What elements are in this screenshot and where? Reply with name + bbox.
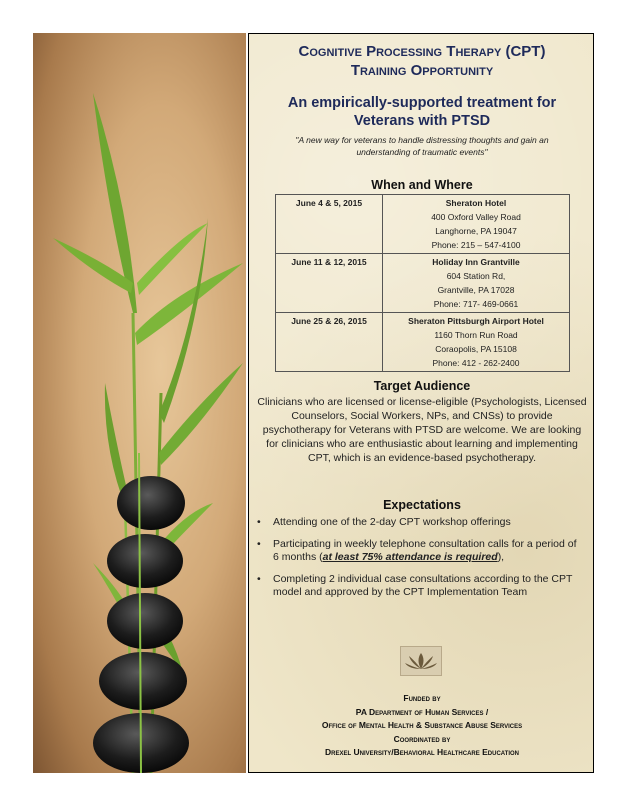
subtitle-line1: An empirically-supported treatment for (287, 95, 557, 111)
hotel-name: Sheraton Pittsburgh Airport Hotel (408, 316, 544, 326)
event-location (383, 195, 570, 254)
bullet-icon: • (257, 516, 261, 528)
events-table (275, 194, 570, 372)
stones-bamboo-graphic (33, 33, 246, 773)
table-row (276, 254, 570, 313)
address-line2: Grantville, PA 17028 (437, 285, 515, 295)
target-audience-text: Clinicians who are licensed or license-eligible (Psychologists, Licensed Counselors, Social Workers, NPs, and CNSs) to provide psychotherapy for Veterans with PTSD are welcome. We are looking for clinicians who are enthusiastic about learning and implementing CPT, which is an evidence-based psychotherapy. (257, 396, 587, 464)
target-audience-heading: Target Audience (373, 379, 471, 393)
bullet-icon: • (257, 537, 261, 550)
expectations-list (253, 516, 585, 608)
expectation-text: Attending one of the 2-day CPT workshop offerings (273, 516, 511, 528)
flyer-panel (248, 33, 594, 773)
address-line2: Langhorne, PA 19047 (435, 226, 517, 236)
lotus-icon (400, 646, 442, 676)
hotel-name: Holiday Inn Grantville (432, 257, 520, 267)
stones-bamboo-image (33, 33, 246, 773)
phone: Phone: 215 – 547-4100 (431, 240, 521, 250)
page-title (249, 42, 595, 80)
address-line1: 604 Station Rd, (446, 271, 506, 281)
event-date: June 25 & 26, 2015 (276, 313, 383, 372)
phone: Phone: 717- 469-0661 (433, 299, 519, 309)
phone: Phone: 412 - 262-2400 (432, 358, 520, 368)
hotel-name: Sheraton Hotel (445, 198, 507, 208)
office-name: Office of Mental Health & Substance Abuse Services (321, 720, 523, 730)
expectation-text-end: ), (497, 551, 505, 563)
table-row (276, 313, 570, 372)
event-location (383, 313, 570, 372)
event-date: June 4 & 5, 2015 (276, 195, 383, 254)
department-name: PA Department of Human Services / (355, 706, 489, 717)
address-line1: 400 Oxford Valley Road (431, 212, 521, 222)
subtitle-line2: Veterans with PTSD (353, 113, 491, 129)
list-item (253, 516, 585, 530)
expectations-heading: Expectations (383, 498, 461, 512)
coordinated-by-label: Coordinated by (393, 733, 451, 744)
address-line1: 1160 Thorn Run Road (434, 330, 518, 340)
expectation-text: Completing 2 individual case consultations according to the CPT model and approved by the CPT Implementation Team (273, 572, 573, 598)
when-where-heading: When and Where (371, 178, 473, 192)
event-location (383, 254, 570, 313)
list-item (253, 538, 585, 565)
expectation-text: Participating in weekly telephone consultation calls for a period of 6 months ( (273, 537, 577, 563)
subtitle (249, 94, 595, 130)
coordinator-name: Drexel University/Behavioral Healthcare Education (324, 747, 519, 757)
event-date: June 11 & 12, 2015 (276, 254, 383, 313)
funded-by-label: Funded by (403, 693, 441, 703)
address-line2: Coraopolis, PA 15108 (435, 344, 517, 354)
table-row (276, 195, 570, 254)
list-item (253, 573, 585, 600)
attendance-note: at least 75% attendance is required (322, 551, 498, 563)
tagline: "A new way for veterans to handle distressing thoughts and gain an understanding of traumatic events" (295, 135, 549, 157)
title-line1: Cognitive Processing Therapy (CPT) (298, 43, 546, 60)
bullet-icon: • (257, 572, 261, 585)
title-line2: Training Opportunity (350, 62, 494, 79)
funding-block (249, 692, 595, 760)
